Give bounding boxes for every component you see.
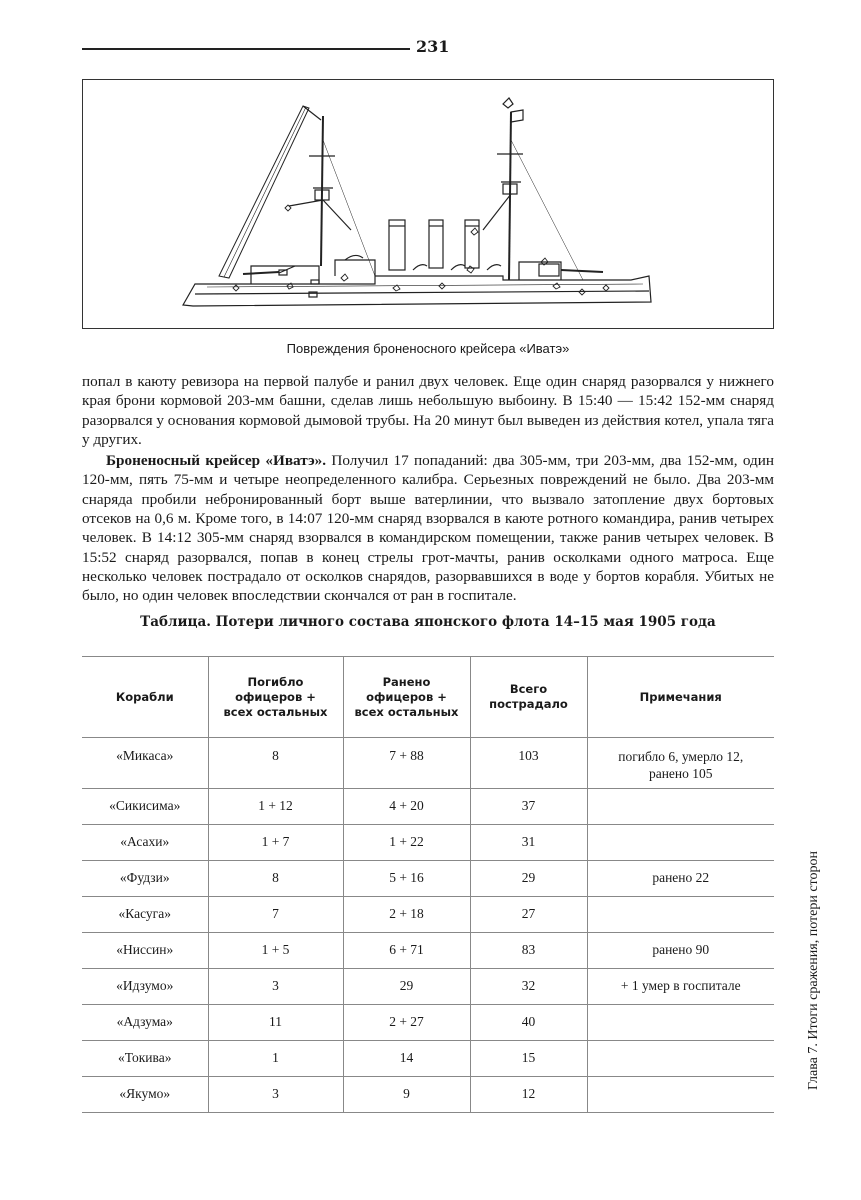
cell-total: 37 <box>470 789 587 825</box>
cell-total: 12 <box>470 1077 587 1113</box>
cruiser-iwate-drawing <box>83 80 773 328</box>
cell-ship: «Микаса» <box>82 738 208 789</box>
table-row <box>82 861 774 897</box>
table-title: Таблица. Потери личного состава японского флота 14–15 мая 1905 года <box>140 614 716 630</box>
cell-killed: 1 + 7 <box>208 825 343 861</box>
table-row <box>82 1041 774 1077</box>
cell-wounded: 6 + 71 <box>343 933 470 969</box>
cell-ship: «Касуга» <box>82 897 208 933</box>
header-total: Всего пострадало <box>470 657 587 738</box>
running-header: Глава 7. Итоги сражения, потери сторон <box>806 851 821 1090</box>
cell-killed: 3 <box>208 1077 343 1113</box>
cell-wounded: 7 + 88 <box>343 738 470 789</box>
cell-notes <box>587 825 774 861</box>
table-row <box>82 1077 774 1113</box>
table-row <box>82 738 774 789</box>
table-row <box>82 969 774 1005</box>
cell-wounded: 14 <box>343 1041 470 1077</box>
cell-wounded: 4 + 20 <box>343 789 470 825</box>
cell-total: 32 <box>470 969 587 1005</box>
cell-notes <box>587 1005 774 1041</box>
cell-wounded: 5 + 16 <box>343 861 470 897</box>
cell-killed: 11 <box>208 1005 343 1041</box>
cell-total: 29 <box>470 861 587 897</box>
header-ship: Корабли <box>82 657 208 738</box>
figure-caption: Повреждения броненосного крейсера «Иватэ» <box>286 341 570 356</box>
body-text <box>82 372 774 606</box>
cell-notes <box>587 1041 774 1077</box>
table-row <box>82 789 774 825</box>
cell-ship: «Сикисима» <box>82 789 208 825</box>
cell-total: 83 <box>470 933 587 969</box>
cell-ship: «Ниссин» <box>82 933 208 969</box>
cell-total: 27 <box>470 897 587 933</box>
header-rule <box>82 48 410 50</box>
cell-notes: ранено 90 <box>587 933 774 969</box>
cell-wounded: 1 + 22 <box>343 825 470 861</box>
cell-ship: «Токива» <box>82 1041 208 1077</box>
cell-ship: «Идзумо» <box>82 969 208 1005</box>
cell-wounded: 9 <box>343 1077 470 1113</box>
casualties-table <box>82 656 774 1113</box>
cell-ship: «Фудзи» <box>82 861 208 897</box>
cell-total: 103 <box>470 738 587 789</box>
table-row <box>82 897 774 933</box>
table-header-row <box>82 657 774 738</box>
header-notes: Примечания <box>587 657 774 738</box>
table-row <box>82 825 774 861</box>
ship-damage-figure <box>82 79 774 329</box>
cell-total: 40 <box>470 1005 587 1041</box>
paragraph: попал в каюту ревизора на первой палубе и ранил двух человек. Еще один снаряд разорвался у нижнего края брони кормовой 203-мм башни, сделав лишь небольшую выбоину. В 15:40 — 15:42 152-мм снаряд разорвался у основания кормовой дымовой трубы. На 20 минут был выведен из действия котел, упала тяга у других. <box>82 373 774 448</box>
table-row <box>82 1005 774 1041</box>
cell-notes <box>587 789 774 825</box>
cell-ship: «Асахи» <box>82 825 208 861</box>
cell-total: 15 <box>470 1041 587 1077</box>
cell-wounded: 2 + 27 <box>343 1005 470 1041</box>
paragraph-iwate <box>82 451 774 605</box>
cell-ship: «Якумо» <box>82 1077 208 1113</box>
cell-notes: ранено 22 <box>587 861 774 897</box>
cell-wounded: 29 <box>343 969 470 1005</box>
paragraph-body: Получил 17 попаданий: два 305-мм, три 203-мм, два 152-мм, один 120-мм, пять 75-мм и четыре неопределенного калибра. Серьезных повреждений не было. Два 203-мм снаряда пробили небронированный борт выше ватерлинии, что вызвало затопление двух бортовых отсеков на 0,6 м. Кроме того, в 14:07 120-мм снаряд взорвался в каюте ротного командира, ранив четырех человек. В 14:12 305-мм снаряд взорвался в командирском помещении, также ранив четырех человек. В 15:52 снаряд разорвался, попав в конец стрелы грот-мачты, ранив осколками одного матроса. Еще несколько человек пострадало от осколков снарядов, разорвавшихся в воде у бортов корабля. Убитых не было, но один человек впоследствии скончался от ран в госпитале. <box>82 452 774 605</box>
cell-notes <box>587 1077 774 1113</box>
cell-killed: 7 <box>208 897 343 933</box>
cell-notes <box>587 897 774 933</box>
header-killed: Погибло офицеров + всех остальных <box>208 657 343 738</box>
cell-killed: 1 <box>208 1041 343 1077</box>
cell-notes: погибло 6, умерло 12, ранено 105 <box>587 738 774 789</box>
cell-killed: 3 <box>208 969 343 1005</box>
cell-killed: 8 <box>208 738 343 789</box>
cell-total: 31 <box>470 825 587 861</box>
cell-killed: 1 + 12 <box>208 789 343 825</box>
page-number: 231 <box>416 37 450 56</box>
cell-killed: 1 + 5 <box>208 933 343 969</box>
cell-killed: 8 <box>208 861 343 897</box>
table-row <box>82 933 774 969</box>
cell-wounded: 2 + 18 <box>343 897 470 933</box>
paragraph-lead: Броненосный крейсер «Иватэ». <box>106 452 327 470</box>
cell-ship: «Адзума» <box>82 1005 208 1041</box>
cell-notes: + 1 умер в госпитале <box>587 969 774 1005</box>
header-wounded: Ранено офицеров + всех остальных <box>343 657 470 738</box>
